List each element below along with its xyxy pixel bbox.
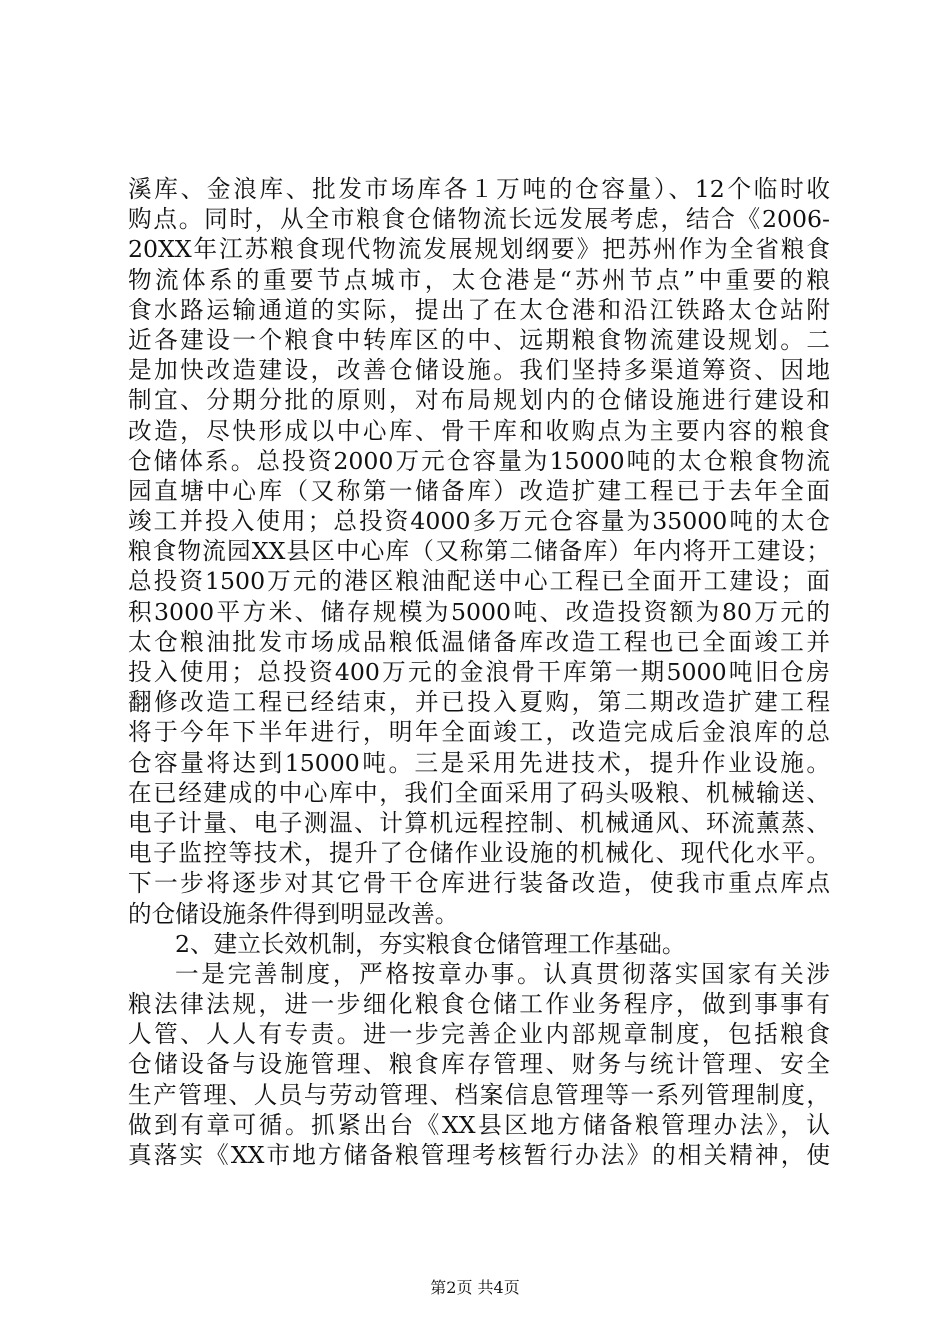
text-line: 电子监控等技术，提升了仓储作业设施的机械化、现代化水平。: [128, 839, 830, 868]
text-line: 生产管理、人员与劳动管理、档案信息管理等一系列管理制度，: [128, 1080, 830, 1109]
page-footer: 第2页 共4页: [430, 1278, 520, 1297]
document-body: [128, 174, 830, 1170]
text-line: 2、建立长效机制，夯实粮食仓储管理工作基础。: [175, 929, 686, 958]
text-line: 粮法律法规，进一步细化粮食仓储工作业务程序，做到事事有: [128, 990, 830, 1019]
text-line: 下一步将逐步对其它骨干仓库进行装备改造，使我市重点库点: [128, 869, 830, 898]
text-line: 太仓粮油批发市场成品粮低温储备库改造工程也已全面竣工并: [128, 627, 830, 656]
text-line: 竣工并投入使用；总投资4000多万元仓容量为35000吨的太仓: [128, 507, 830, 536]
text-line: 购点。同时，从全市粮食仓储物流长远发展考虑，结合《2006-: [128, 205, 830, 234]
text-line: 积3000平方米、储存规模为5000吨、改造投资额为80万元的: [128, 597, 830, 626]
text-line: 仓储设备与设施管理、粮食库存管理、财务与统计管理、安全: [128, 1050, 830, 1079]
text-line: 粮食物流园XX县区中心库（又称第二储备库）年内将开工建设；: [128, 537, 830, 566]
text-line: 近各建设一个粮食中转库区的中、远期粮食物流建设规划。二: [128, 325, 830, 354]
text-line: 物流体系的重要节点城市，太仓港是“苏州节点”中重要的粮: [128, 265, 830, 294]
text-line: 投入使用；总投资400万元的金浪骨干库第一期5000吨旧仓房: [128, 658, 830, 686]
text-line: 溪库、金浪库、批发市场库各１万吨的仓容量）、12个临时收: [128, 175, 830, 203]
text-line: 真落实《XX市地方储备粮管理考核暂行办法》的相关精神，使: [128, 1141, 830, 1169]
text-line: 人管、人人有专责。进一步完善企业内部规章制度，包括粮食: [128, 1020, 830, 1049]
text-line: 翻修改造工程已经结束，并已投入夏购，第二期改造扩建工程: [128, 688, 830, 717]
text-line: 20XX年江苏粮食现代物流发展规划纲要》把苏州作为全省粮食: [128, 235, 830, 264]
text-line: 园直塘中心库（又称第一储备库）改造扩建工程已于去年全面: [128, 476, 830, 505]
text-line: 电子计量、电子测温、计算机远程控制、机械通风、环流薰蒸、: [128, 808, 830, 837]
text-line: 一是完善制度，严格按章办事。认真贯彻落实国家有关涉: [175, 959, 830, 988]
text-line: 是加快改造建设，改善仓储设施。我们坚持多渠道筹资、因地: [128, 356, 830, 385]
text-line: 总投资1500万元的港区粮油配送中心工程已全面开工建设；面: [128, 567, 830, 596]
text-line: 仓储体系。总投资2000万元仓容量为15000吨的太仓粮食物流: [128, 446, 830, 475]
text-line: 的仓储设施条件得到明显改善。: [128, 899, 459, 928]
text-line: 仓容量将达到15000吨。三是采用先进技术，提升作业设施。: [128, 748, 830, 777]
text-line: 改造，尽快形成以中心库、骨干库和收购点为主要内容的粮食: [128, 416, 830, 445]
text-line: 在已经建成的中心库中，我们全面采用了码头吸粮、机械输送、: [128, 778, 830, 807]
text-line: 做到有章可循。抓紧出台《XX县区地方储备粮管理办法》，认: [128, 1110, 830, 1139]
text-line: 食水路运输通道的实际，提出了在太仓港和沿江铁路太仓站附: [128, 295, 830, 324]
text-line: 制宜、分期分批的原则，对布局规划内的仓储设施进行建设和: [128, 386, 830, 415]
text-line: 将于今年下半年进行，明年全面竣工，改造完成后金浪库的总: [128, 718, 830, 747]
